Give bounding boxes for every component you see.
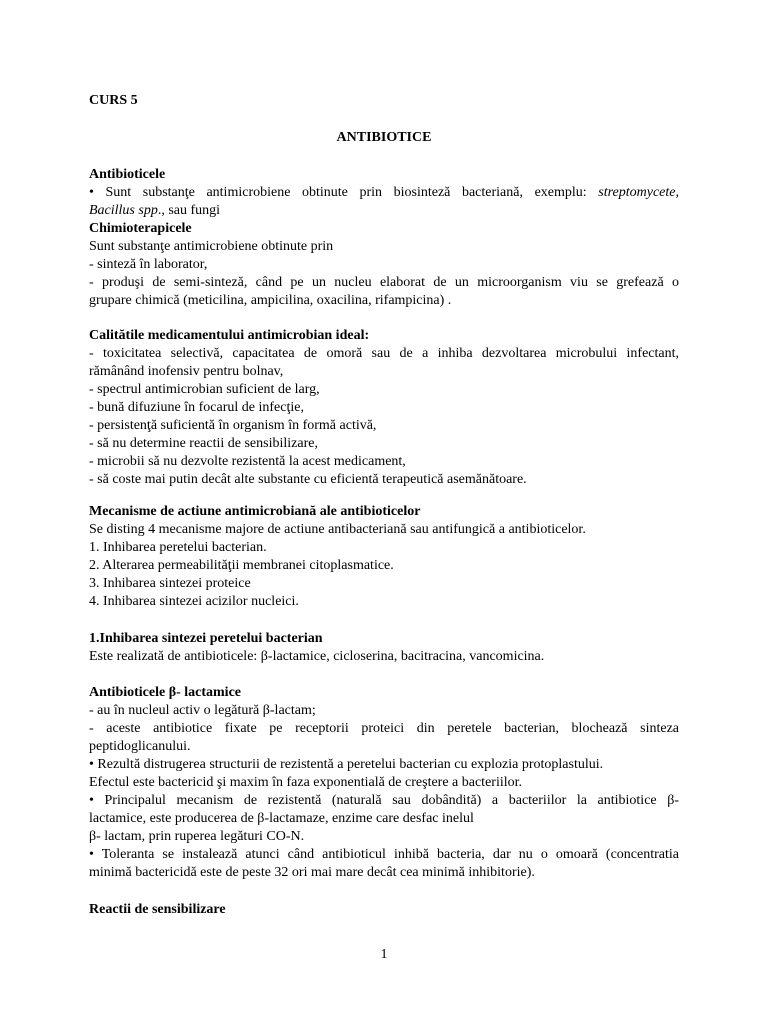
betalactamice-line: - aceste antibiotice fixate pe receptorii proteici din peretele bacterian, blochează sinteza	[89, 721, 679, 736]
section-heading-reactii: Reactii de sensibilizare	[89, 902, 226, 917]
section-heading-mecanisme: Mecanisme de actiune antimicrobiană ale antibioticelor	[89, 504, 421, 519]
mecanisme-line: 4. Inhibarea sintezei acizilor nucleici.	[89, 594, 299, 609]
antibiotice-example-italic-2: Bacillus spp	[89, 203, 158, 218]
calitati-line: - să coste mai putin decât alte substante cu eficientă terapeutică asemănătoare.	[89, 472, 527, 487]
antibiotice-bullet-text: • Sunt substanţe antimicrobiene obtinute prin biosinteză bacteriană, exemplu:	[89, 185, 587, 200]
calitati-line: - bună difuziune în focarul de infecţie,	[89, 400, 304, 415]
betalactamice-line: - au în nucleul activ o legătură β-lactam;	[89, 703, 316, 718]
calitati-line: - persistenţă suficientă în organism în formă activă,	[89, 418, 377, 433]
betalactamice-line: • Toleranta se instalează atunci când antibioticul inhibă bacteria, dar nu o omoară (concentratia	[89, 847, 679, 862]
mecanisme-line: 3. Inhibarea sintezei proteice	[89, 576, 251, 591]
betalactamice-line: lactamice, este producerea de β-lactamaze, enzime care desfac inelul	[89, 811, 474, 826]
mecanisme-line: Se disting 4 mecanisme majore de actiune antibacteriană sau antifungică a antibioticelor.	[89, 522, 586, 537]
chimioterapice-line: grupare chimică (meticilina, ampicilina, oxacilina, rifampicina) .	[89, 293, 452, 308]
betalactamice-line: minimă bactericidă este de peste 32 ori mai mare decât cea minimă inhibitorie).	[89, 865, 535, 880]
section-heading-inhibarea: 1.Inhibarea sintezei peretelui bacterian	[89, 631, 323, 646]
betalactamice-line: • Principalul mecanism de rezistentă (naturală sau dobândită) a bacteriilor la antibiotice β-	[89, 793, 679, 808]
betalactamice-line: β- lactam, prin ruperea legături CO-N.	[89, 829, 305, 844]
section-heading-betalactamice: Antibioticele β- lactamice	[89, 685, 241, 700]
calitati-line: - microbii să nu dezvolte rezistentă la acest medicament,	[89, 454, 406, 469]
mecanisme-line: 1. Inhibarea peretelui bacterian.	[89, 540, 267, 555]
calitati-line: rămânând inofensiv pentru bolnav,	[89, 364, 284, 379]
betalactamice-line: peptidoglicanului.	[89, 739, 191, 754]
chimioterapice-line: - sinteză în laborator,	[89, 257, 208, 272]
betalactamice-line: • Rezultă distrugerea structurii de rezistentă a peretelui bacterian cu explozia protoplastului.	[89, 757, 604, 772]
section-heading-chimioterapice: Chimioterapicele	[89, 221, 192, 236]
section-heading-calitati: Calitătile medicamentului antimicrobian ideal:	[89, 328, 370, 343]
calitati-line: - să nu determine reactii de sensibilizare,	[89, 436, 318, 451]
inhibarea-line: Este realizată de antibioticele: β-lactamice, cicloserina, bacitracina, vancomicina.	[89, 649, 545, 664]
antibiotice-bullet-line-2	[89, 202, 220, 220]
chimioterapice-line: Sunt substanţe antimicrobiene obtinute prin	[89, 239, 334, 254]
betalactamice-line: Efectul este bactericid şi maxim în faza exponentială de creştere a bacteriilor.	[89, 775, 523, 790]
calitati-line: - toxicitatea selectivă, capacitatea de omoră sau de a inhiba dezvoltarea microbului infectant,	[89, 346, 679, 361]
antibiotice-example-italic-1: streptomycete,	[598, 185, 679, 200]
document-title: ANTIBIOTICE	[336, 130, 432, 145]
antibiotice-bullet-end: ., sau fungi	[157, 203, 221, 218]
course-label: CURS 5	[89, 93, 138, 108]
section-heading-antibiotice: Antibioticele	[89, 167, 166, 182]
page-number: 1	[380, 947, 388, 962]
calitati-line: - spectrul antimicrobian suficient de larg,	[89, 382, 320, 397]
mecanisme-line: 2. Alterarea permeabilităţii membranei citoplasmatice.	[89, 558, 394, 573]
chimioterapice-line: - produşi de semi-sinteză, când pe un nucleu elaborat de un microorganism viu se grefează o	[89, 275, 679, 290]
antibiotice-bullet-line-1	[89, 184, 679, 202]
